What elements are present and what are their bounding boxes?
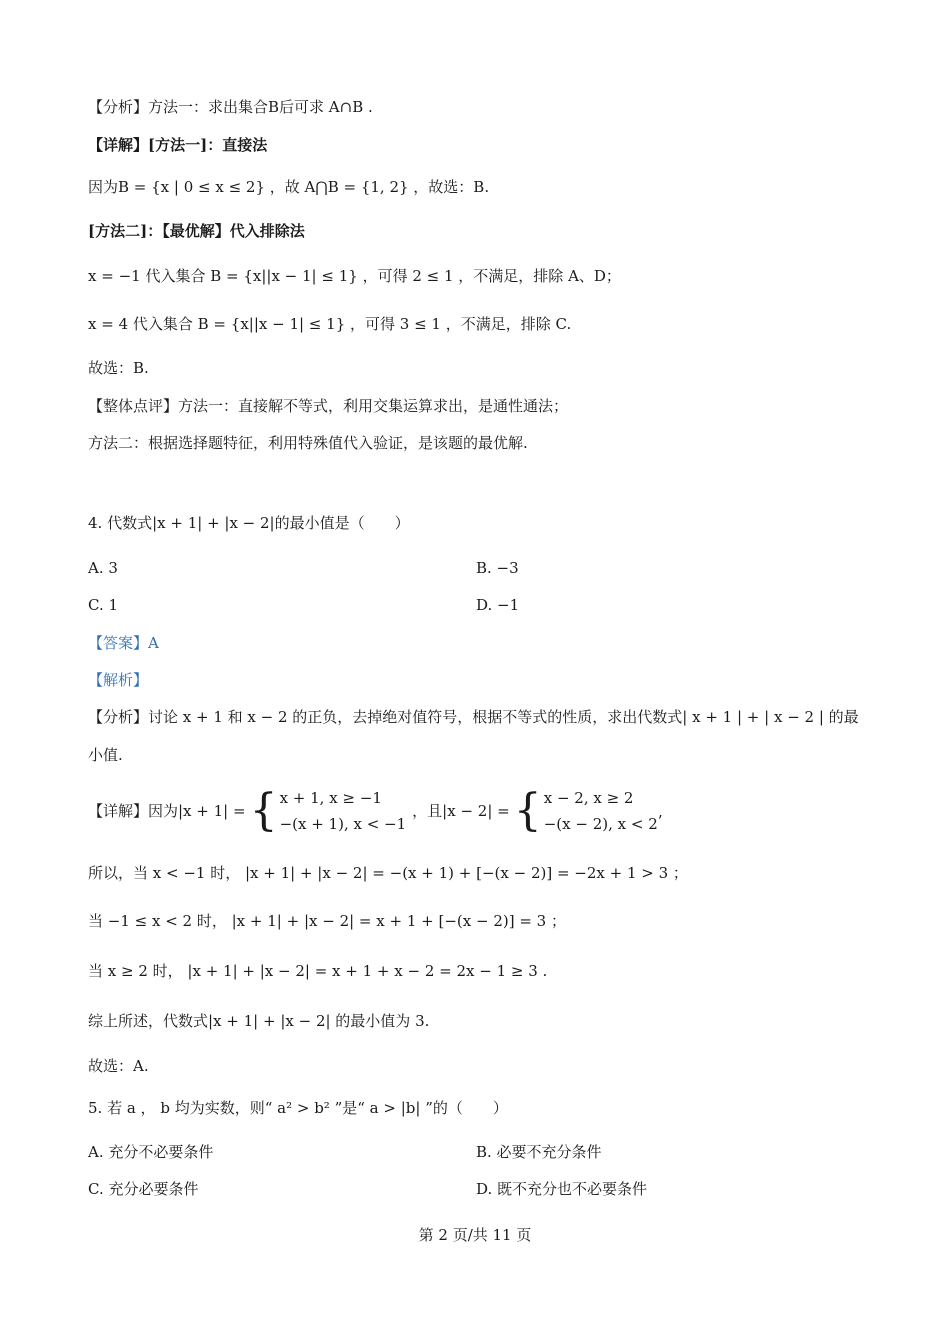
q4-analysis-line1: 【分析】讨论 x + 1 和 x − 2 的正负，去掉绝对值符号，根据不等式的性质，求出代数式| x + 1 | + | x − 2 | 的最 [88, 708, 859, 726]
brace-left-icon: { [513, 785, 542, 836]
q4-case2 [544, 785, 658, 837]
q3-method2-title: [方法二]：【最优解】代入排除法 [88, 222, 305, 240]
q4-summary: 综上所述，代数式|x + 1| + |x − 2| 的最小值为 3. [88, 1012, 430, 1030]
q4-detail-prefix: 【详解】因为|x + 1| = [88, 802, 246, 820]
q5-option-a: A. 充分不必要条件 [88, 1143, 214, 1161]
q4-option-d: D. −1 [476, 596, 520, 614]
q3-review-line1: 【整体点评】方法一：直接解不等式，利用交集运算求出，是通性通法； [88, 397, 569, 415]
q4-option-c: C. 1 [88, 596, 119, 614]
q4-case2-bottom: −(x − 2), x < 2 [543, 815, 658, 833]
q4-line-ge: 当 x ≥ 2 时， |x + 1| + |x − 2| = x + 1 + x − 2 = 2x − 1 ≥ 3 . [88, 962, 548, 980]
q5-option-d: D. 既不充分也不必要条件 [476, 1180, 648, 1198]
q4-option-a: A. 3 [88, 559, 118, 577]
q3-method2-line1: x = −1 代入集合 B = {x||x − 1| ≤ 1} ，可得 2 ≤ 1 ，不满足，排除 A、D； [88, 267, 621, 285]
q4-answer: 【答案】A [88, 634, 159, 652]
q4-question: 4. 代数式|x + 1| + |x − 2|的最小值是（ ） [88, 514, 410, 532]
q4-explain-tag: 【解析】 [88, 671, 149, 689]
q4-case2-top: x − 2, x ≥ 2 [543, 789, 634, 807]
q4-case1-bottom: −(x + 1), x < −1 [279, 815, 407, 833]
q4-detail-suffix: ’ [657, 812, 663, 830]
page-footer: 第 2 页/共 11 页 [418, 1226, 532, 1244]
q4-line-so: 所以，当 x < −1 时， |x + 1| + |x − 2| = −(x + 1) + [−(x − 2)] = −2x + 1 > 3 ； [88, 864, 688, 882]
q4-line-mid: 当 −1 ≤ x < 2 时， |x + 1| + |x − 2| = x + 1 + [−(x − 2)] = 3 ； [88, 912, 566, 930]
q4-choose: 故选：A. [88, 1057, 149, 1075]
q5-option-c: C. 充分必要条件 [88, 1180, 199, 1198]
q5-question: 5. 若 a ， b 均为实数，则“ a² > b² ”是“ a > |b| ”的（ ） [88, 1099, 508, 1117]
q4-case1 [280, 785, 407, 837]
q3-method1-body: 因为B = {x | 0 ≤ x ≤ 2} ，故 A⋂B = {1, 2} ，故选：B. [88, 178, 490, 196]
q4-option-b: B. −3 [476, 559, 519, 577]
q4-case1-top: x + 1, x ≥ −1 [279, 789, 382, 807]
q3-method2-line2: x = 4 代入集合 B = {x||x − 1| ≤ 1} ，可得 3 ≤ 1 ，不满足，排除 C. [88, 315, 572, 333]
brace-left-icon: { [249, 785, 278, 836]
q3-choose: 故选：B. [88, 359, 149, 377]
q5-option-b: B. 必要不充分条件 [476, 1143, 602, 1161]
q3-review-line2: 方法二：根据选择题特征，利用特殊值代入验证，是该题的最优解. [88, 434, 528, 452]
q4-detail [88, 784, 663, 838]
q4-analysis-line2: 小值. [88, 746, 123, 764]
q3-analysis: 【分析】方法一：求出集合B后可求 A∩B . [88, 98, 373, 116]
q3-method1-title: 【详解】[方法一]：直接法 [88, 136, 268, 154]
q4-detail-mid: ，且|x − 2| = [412, 802, 510, 820]
